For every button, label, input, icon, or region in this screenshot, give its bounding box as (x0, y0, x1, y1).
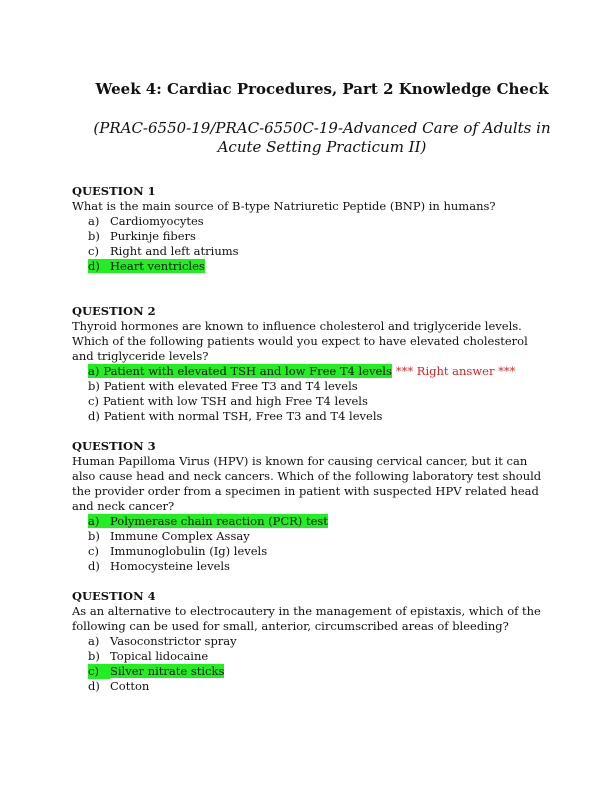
highlighted-answer (88, 364, 392, 378)
option-a (72, 514, 552, 529)
option-text: Purkinje fibers (110, 229, 196, 243)
option-d (72, 559, 552, 574)
option-text: Vasoconstrictor spray (110, 634, 237, 648)
option-text: Patient with normal TSH, Free T3 and T4 levels (103, 409, 383, 423)
option-letter: c) (88, 544, 99, 558)
subtitle-line-2: Acute Setting Practicum II) (217, 138, 427, 156)
option-c (72, 544, 552, 559)
option-b (72, 379, 552, 394)
question-label: QUESTION 1 (72, 184, 156, 198)
option-text: Homocysteine levels (110, 559, 230, 573)
highlighted-answer (88, 514, 328, 528)
option-text: Topical lidocaine (110, 649, 209, 663)
option-text: Immune Complex Assay (110, 529, 250, 543)
option-letter: b) (88, 649, 100, 663)
option-list (72, 214, 542, 274)
option-text: Patient with low TSH and high Free T4 levels (102, 394, 368, 408)
option-list (72, 514, 552, 574)
option-text: Cardiomyocytes (110, 214, 204, 228)
highlighted-answer (88, 259, 205, 273)
option-c (72, 664, 552, 679)
page-subtitle (0, 119, 600, 157)
question-3 (72, 439, 552, 574)
page-title: Week 4: Cardiac Procedures, Part 2 Knowledge Check (95, 80, 549, 98)
option-text: Patient with elevated Free T3 and T4 levels (103, 379, 358, 393)
option-b (72, 529, 552, 544)
option-letter: b) (88, 229, 100, 243)
option-letter: c) (88, 394, 99, 408)
option-letter: a) (88, 634, 100, 648)
option-letter: a) (88, 514, 100, 528)
option-text: Patient with elevated TSH and low Free T4 levels (103, 364, 392, 378)
option-letter: b) (88, 529, 100, 543)
option-text: Right and left atriums (110, 244, 239, 258)
question-text: As an alternative to electrocautery in the management of epistaxis, which of the following can be used for small, anterior, circumscribed areas of bleeding? (72, 604, 541, 633)
option-c (72, 394, 552, 409)
question-label: QUESTION 2 (72, 304, 156, 318)
option-letter: b) (88, 379, 100, 393)
option-a (72, 634, 552, 649)
question-4 (72, 589, 552, 694)
option-b (72, 229, 542, 244)
question-1 (72, 184, 542, 274)
option-b (72, 649, 552, 664)
option-letter: a) (88, 364, 100, 378)
option-list (72, 634, 552, 694)
subtitle-line-1: (PRAC-6550-19/PRAC-6550C-19-Advanced Care of Adults in (93, 119, 551, 137)
question-label: QUESTION 4 (72, 589, 156, 603)
option-letter: d) (88, 679, 100, 693)
option-c (72, 244, 542, 259)
option-list (72, 364, 552, 424)
question-text: Thyroid hormones are known to influence cholesterol and triglyceride levels. Which of the following patients would you expect to have elevated cholesterol and triglyceride levels? (72, 319, 528, 363)
option-text: Silver nitrate sticks (110, 664, 225, 678)
option-d (72, 409, 552, 424)
question-text: What is the main source of B-type Natriuretic Peptide (BNP) in humans? (72, 199, 496, 213)
option-letter: d) (88, 559, 100, 573)
option-a (72, 364, 552, 379)
right-answer-note: *** Right answer *** (395, 364, 516, 378)
question-text: Human Papilloma Virus (HPV) is known for causing cervical cancer, but it can also cause head and neck cancers. Which of the following laboratory test should the provider order from a specimen in patient with suspected HPV related head and neck cancer? (72, 454, 542, 513)
question-2 (72, 304, 552, 424)
option-letter: c) (88, 244, 99, 258)
option-letter: c) (88, 664, 110, 679)
option-text: Heart ventricles (110, 259, 205, 273)
option-letter: d) (88, 409, 100, 423)
option-text: Immunoglobulin (Ig) levels (110, 544, 268, 558)
option-letter: a) (88, 214, 100, 228)
option-letter: d) (88, 259, 100, 273)
option-d (72, 259, 542, 274)
option-text: Cotton (110, 679, 150, 693)
question-label: QUESTION 3 (72, 439, 156, 453)
option-a (72, 214, 542, 229)
option-text: Polymerase chain reaction (PCR) test (110, 514, 328, 528)
option-d (72, 679, 552, 694)
